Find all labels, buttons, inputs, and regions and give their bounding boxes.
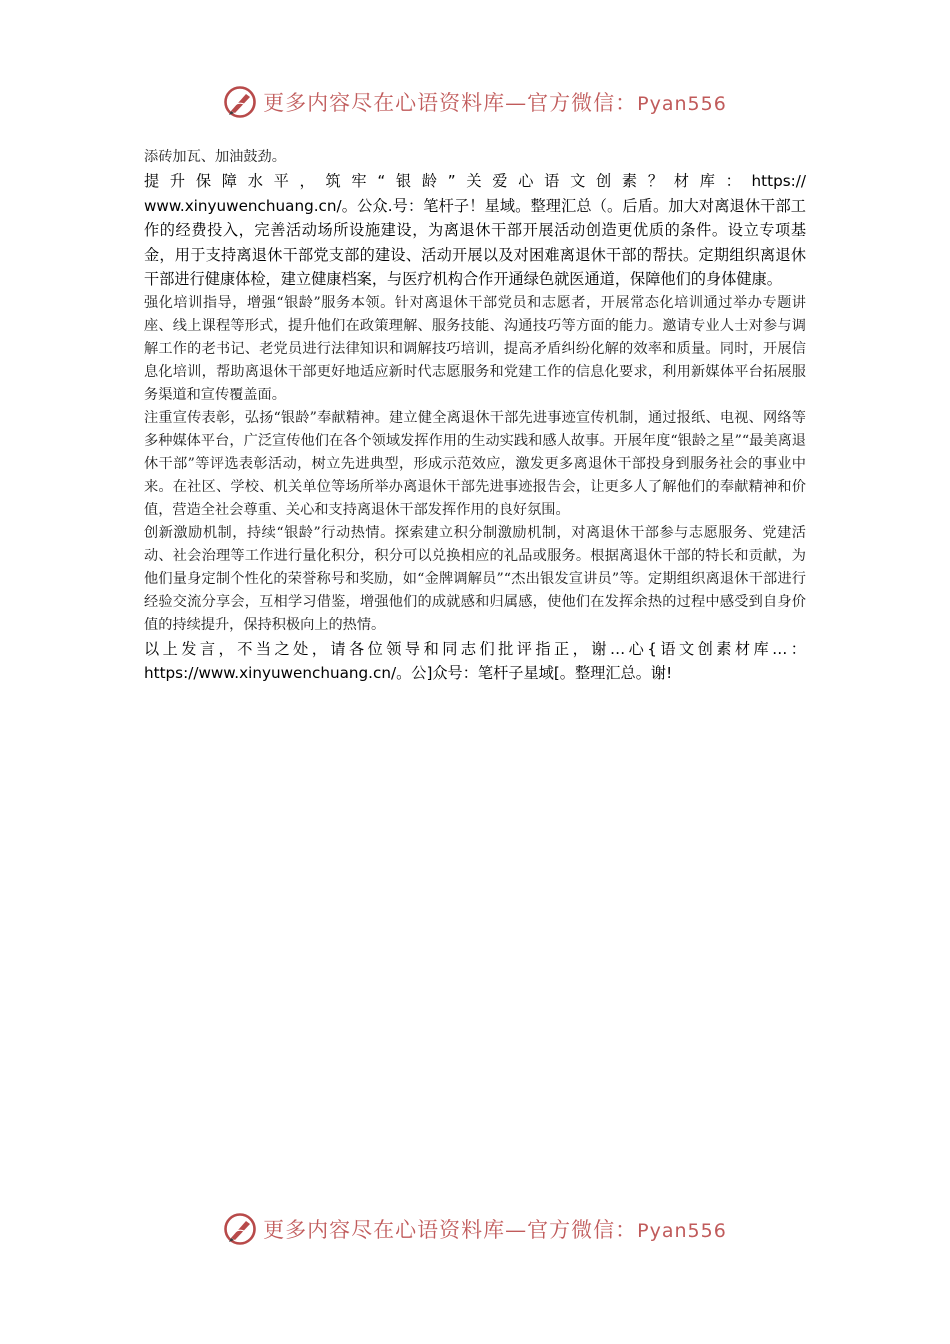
watermark-handle: Pyan556 [637,93,727,115]
pen-logo-icon [223,85,257,119]
paragraph-training: 强化培训指导，增强“银龄”服务本领。针对离退休干部党员和志愿者，开展常态化培训通过举办专题讲座、线上课程等形式，提升他们在政策理解、服务技能、沟通技巧等方面的能力。邀请专业人士对参与调解工作的老书记、老党员进行法律知识和调解技巧培训，提高矛盾纠纷化解的效率和质量。同时，开展信息化培训，帮助离退休干部更好地适应新时代志愿服务和党建工作的信息化要求，利用新媒体平台拓展服务渠道和宣传覆盖面。 [144,294,806,403]
paragraph-incentive: 创新激励机制，持续“银龄”行动热情。探索建立积分制激励机制，对离退休干部参与志愿服务、党建活动、社会治理等工作进行量化积分，积分可以兑换相应的礼品或服务。根据离退休干部的特长和贡献，为他们量身定制个性化的荣誉称号和奖励，如“金牌调解员”“杰出银发宣讲员”等。定期组织离退休干部进行经验交流分享会，互相学习借鉴，增强他们的成就感和归属感，使他们在发挥余热的过程中感受到自身价值的持续提升，保持积极向上的热情。 [144,524,806,633]
document-body [144,146,806,686]
watermark-brand [223,85,727,119]
paragraph-support-body: www.xinyuwenchuang.cn/。公众.号：笔杆子！星域。整理汇总（。后盾。加大对离退休干部工作的经费投入，完善活动场所设施建设，为离退休干部开展活动创造更优质的条件。设立专项基金，用于支持离退休干部党支部的建设、活动开展以及对困难离退休干部的帮扶。定期组织离退休干部进行健康体检，建立健康档案，与医疗机构合作开通绿色就医通道，保障他们的身体健康。 [144,196,806,288]
watermark-handle-footer: Pyan556 [637,1220,727,1242]
watermark-text [263,87,727,117]
page-footer-watermark [0,1207,950,1251]
paragraph-support [144,169,806,292]
paragraph-support-first-line: 提升保障水平，筑牢“银龄”关爱心语文创素？材库：https:// [144,172,806,190]
watermark-brand-footer [223,1212,727,1246]
paragraph-closing: 以上发言，不当之处，请各位领导和同志们批评指正，谢…心{语文创素材库…：https://www.xinyuwenchuang.cn/。公]众号：笔杆子星域[。整理汇总。谢! [144,639,806,682]
watermark-main-text-footer: 更多内容尽在心语资料库—官方微信： [263,1218,638,1242]
watermark-text-footer [263,1214,727,1244]
watermark-main-text: 更多内容尽在心语资料库—官方微信： [263,91,638,115]
paragraph-intro: 添砖加瓦、加油鼓劲。 [144,149,286,165]
paragraph-publicity: 注重宣传表彰，弘扬“银龄”奉献精神。建立健全离退休干部先进事迹宣传机制，通过报纸、电视、网络等多种媒体平台，广泛宣传他们在各个领域发挥作用的生动实践和感人故事。开展年度“银龄之星”“最美离退休干部”等评选表彰活动，树立先进典型，形成示范效应，激发更多离退休干部投身到服务社会的事业中来。在社区、学校、机关单位等场所举办离退休干部先进事迹报告会，让更多人了解他们的奉献精神和价值，营造全社会尊重、关心和支持离退休干部发挥作用的良好氛围。 [144,409,806,518]
page-header-watermark [0,80,950,124]
pen-logo-icon [223,1212,257,1246]
